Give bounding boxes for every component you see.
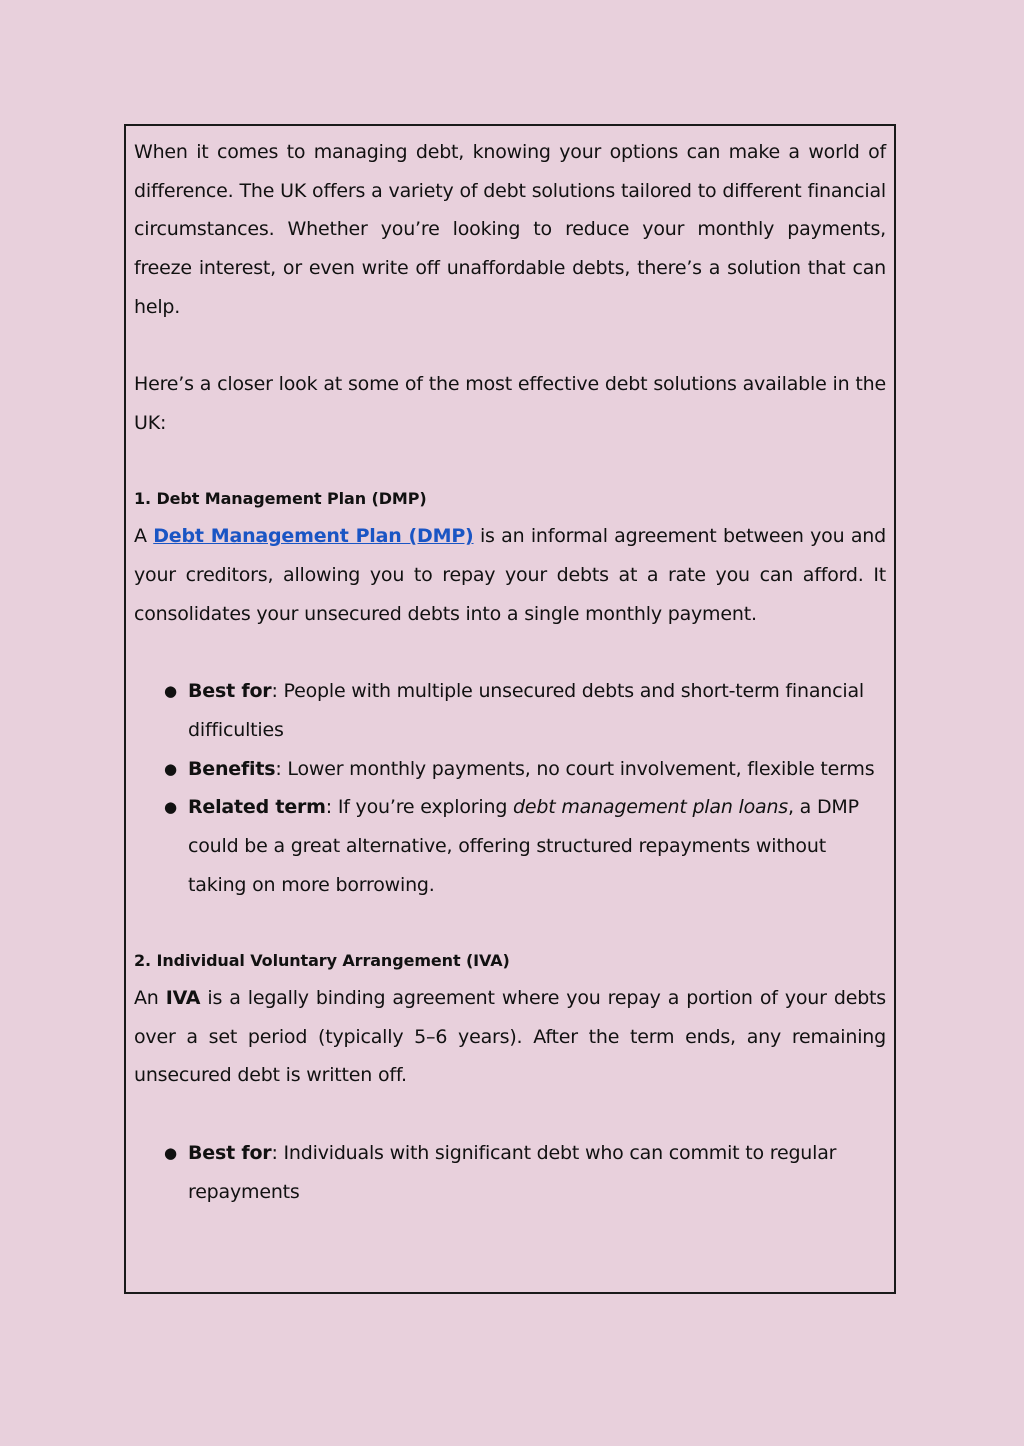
dmp-bullet-list xyxy=(134,672,886,904)
iva-paragraph xyxy=(134,979,886,1095)
dmp-body: is an informal agreement between you and your creditors, allowing you to repay your debts at a rate you can afford. It consolidates your unsecured debts into a single monthly payment. xyxy=(134,525,886,625)
spacer xyxy=(134,327,886,366)
bullet-icon: ● xyxy=(164,682,177,701)
bullet-text: : If you’re exploring xyxy=(325,796,514,819)
content-frame xyxy=(124,124,896,1294)
bullet-label: Best for xyxy=(188,1141,272,1164)
bullet-label: Best for xyxy=(188,680,272,703)
bullet-text: : Individuals with significant debt who can commit to regular repayments xyxy=(188,1141,837,1203)
spacer xyxy=(134,1095,886,1134)
bullet-text: , a DMP could be a great alternative, offering structured repayments without taking on more borrowing. xyxy=(188,796,859,896)
bullet-icon: ● xyxy=(164,1143,177,1162)
spacer xyxy=(134,904,886,943)
list-item xyxy=(164,788,886,904)
bullet-label: Related term xyxy=(188,796,326,819)
bullet-icon: ● xyxy=(164,798,177,817)
bullet-text: : People with multiple unsecured debts and short-term financial difficulties xyxy=(188,680,864,741)
dmp-paragraph xyxy=(134,517,886,633)
bullet-label: Benefits xyxy=(188,757,276,780)
list-item xyxy=(164,1134,886,1211)
intro-lead-paragraph: Here’s a closer look at some of the most effective debt solutions available in the UK: xyxy=(134,373,886,434)
list-item xyxy=(164,672,886,749)
bullet-icon: ● xyxy=(164,759,177,778)
list-item xyxy=(164,750,886,789)
dmp-link[interactable]: Debt Management Plan (DMP) xyxy=(153,525,474,548)
iva-body: is a legally binding agreement where you repay a portion of your debts over a set period (typically 5–6 years). After the term ends, any remaining unsecured debt is written off. xyxy=(134,987,886,1087)
iva-lead: An xyxy=(134,987,166,1009)
iva-heading: 2. Individual Voluntary Arrangement (IVA) xyxy=(134,951,510,970)
iva-bullet-list xyxy=(134,1134,886,1211)
iva-strong: IVA xyxy=(165,987,201,1009)
dmp-heading: 1. Debt Management Plan (DMP) xyxy=(134,489,427,509)
spacer xyxy=(134,633,886,672)
intro-paragraph: When it comes to managing debt, knowing your options can make a world of difference. The UK offers a variety of debt solutions tailored to different financial circumstances. Whether you’re looking to reduce your monthly payments, freeze interest, or even write off unaffordable debts, there’s a solution that can help. xyxy=(134,141,886,318)
dmp-lead: A xyxy=(134,525,154,548)
spacer xyxy=(134,443,886,482)
bullet-text: : Lower monthly payments, no court involvement, flexible terms xyxy=(275,757,875,780)
bullet-italic-text: debt management plan loans xyxy=(513,796,788,819)
